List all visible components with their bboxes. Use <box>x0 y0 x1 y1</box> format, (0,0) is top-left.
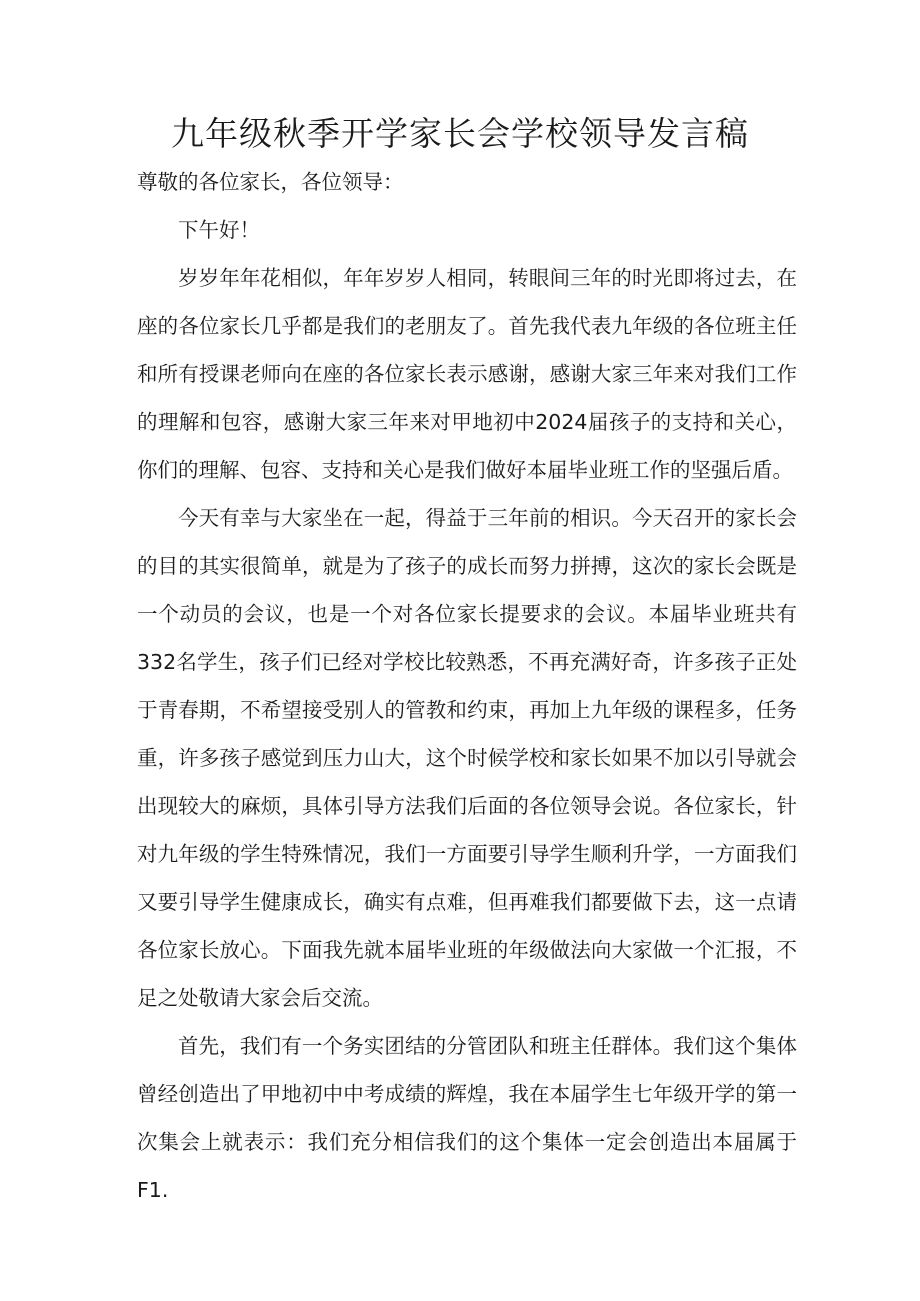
paragraph-3: 首先，我们有一个务实团结的分管团队和班主任群体。我们这个集体曾经创造出了甲地初中中考成绩的辉煌，我在本届学生七年级开学的第一次集会上就表示：我们充分相信我们的这个集体一定会创造出本届属于F1. <box>137 1034 797 1202</box>
document-body <box>137 158 797 1214</box>
greeting: 下午好！ <box>178 218 260 242</box>
paragraph-1: 岁岁年年花相似，年年岁岁人相同，转眼间三年的时光即将过去，在座的各位家长几乎都是我们的老朋友了。首先我代表九年级的各位班主任和所有授课老师向在座的各位家长表示感谢，感谢大家三年来对我们工作的理解和包容，感谢大家三年来对甲地初中2024届孩子的支持和关心，你们的理解、包容、支持和关心是我们做好本届毕业班工作的坚强后盾。 <box>137 266 797 482</box>
document-title: 九年级秋季开学家长会学校领导发言稿 <box>171 114 749 153</box>
paragraph-2: 今天有幸与大家坐在一起，得益于三年前的相识。今天召开的家长会的目的其实很简单，就是为了孩子的成长而努力拼搏，这次的家长会既是一个动员的会议，也是一个对各位家长提要求的会议。本届毕业班共有332名学生，孩子们已经对学校比较熟悉，不再充满好奇，许多孩子正处于青春期，不希望接受别人的管教和约束，再加上九年级的课程多，任务重，许多孩子感觉到压力山大，这个时候学校和家长如果不加以引导就会出现较大的麻烦，具体引导方法我们后面的各位领导会说。各位家长，针对九年级的学生特殊情况，我们一方面要引导学生顺利升学，一方面我们又要引导学生健康成长，确实有点难，但再难我们都要做下去，这一点请各位家长放心。下面我先就本届毕业班的年级做法向大家做一个汇报，不足之处敬请大家会后交流。 <box>137 506 797 1010</box>
salutation: 尊敬的各位家长，各位领导： <box>137 170 404 194</box>
